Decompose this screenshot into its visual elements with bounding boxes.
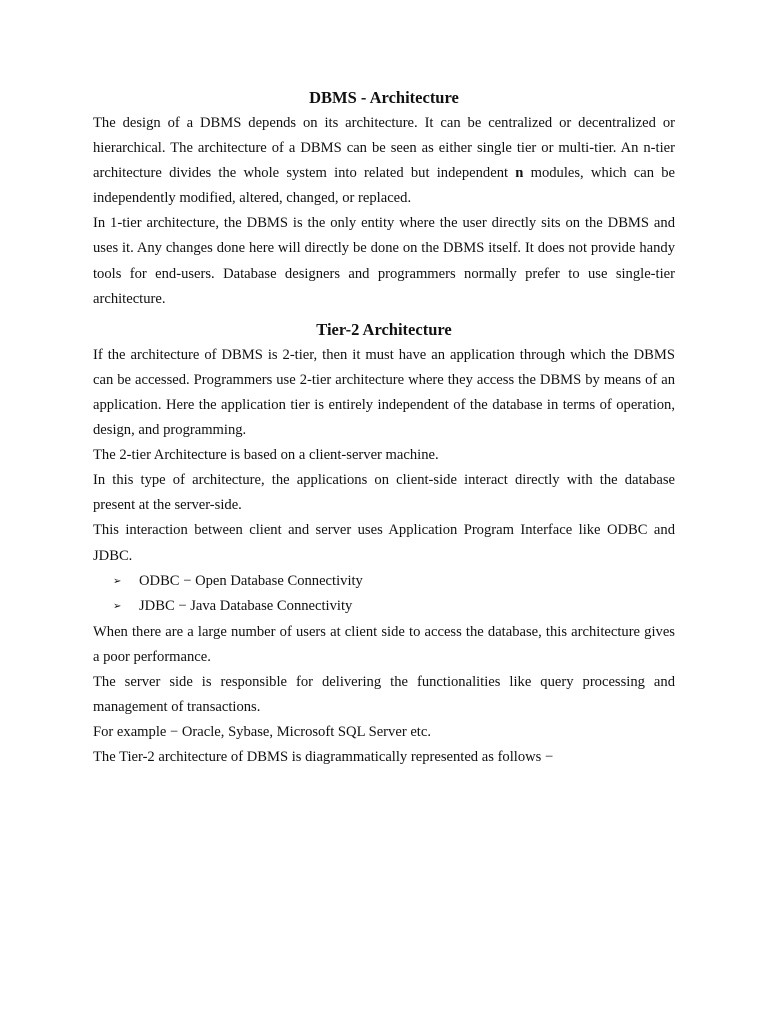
tier2-paragraph-2: The 2-tier Architecture is based on a client-server machine.: [93, 447, 439, 464]
tier2-paragraph-7: For example − Oracle, Sybase, Microsoft SQL Server etc.: [93, 724, 431, 741]
list-item-text: ODBC − Open Database Connectivity: [139, 572, 363, 589]
list-item: [93, 594, 675, 620]
list-item: [93, 569, 675, 595]
tier2-paragraph-8: The Tier-2 architecture of DBMS is diagrammatically represented as follows −: [93, 749, 554, 766]
tier2-paragraph-5: When there are a large number of users at client side to access the database, this architecture gives a poor performance.: [93, 623, 675, 665]
tier2-paragraph-6: The server side is responsible for delivering the functionalities like query processing and management of transactions.: [93, 673, 675, 716]
list-item-text: JDBC − Java Database Connectivity: [139, 598, 353, 615]
section-heading-tier-2: Tier-2 Architecture: [316, 319, 452, 339]
intro-text-b: modules, which can be independently modified, altered, changed, or replaced.: [93, 165, 675, 207]
intro-text-a: The design of a DBMS depends on its architecture. It can be centralized or decentralized or hierarchical. The architecture of a DBMS can be seen as either single tier or multi-tier. An n-tier architecture divides the whole system into related but independent: [93, 115, 675, 182]
api-bullet-list: [93, 569, 675, 620]
intro-paragraph-2: In 1-tier architecture, the DBMS is the only entity where the user directly sits on the DBMS and uses it. Any changes done here will directly be done on the DBMS itself. It does not provide handy tools for end-users. Database designers and programmers normally prefer to use single-tier architecture.: [93, 215, 675, 307]
arrow-bullet-icon: ➢: [113, 575, 122, 587]
intro-paragraph-1: [93, 111, 675, 211]
tier2-paragraph-1: If the architecture of DBMS is 2-tier, then it must have an application through which the DBMS can be accessed. Programmers use 2-tier architecture where they access the DBMS by means of an application. Here the application tier is entirely independent of the database in terms of operation, design, and programming.: [93, 346, 675, 439]
arrow-bullet-icon: ➢: [113, 601, 122, 613]
tier2-paragraph-4: This interaction between client and server uses Application Program Interface like ODBC and JDBC.: [93, 522, 675, 564]
tier2-paragraph-3: In this type of architecture, the applications on client-side interact directly with the database present at the server-side.: [93, 472, 675, 514]
document-page: [93, 85, 675, 770]
intro-text-bold-n: n: [515, 165, 524, 182]
page-title: DBMS - Architecture: [309, 88, 459, 107]
